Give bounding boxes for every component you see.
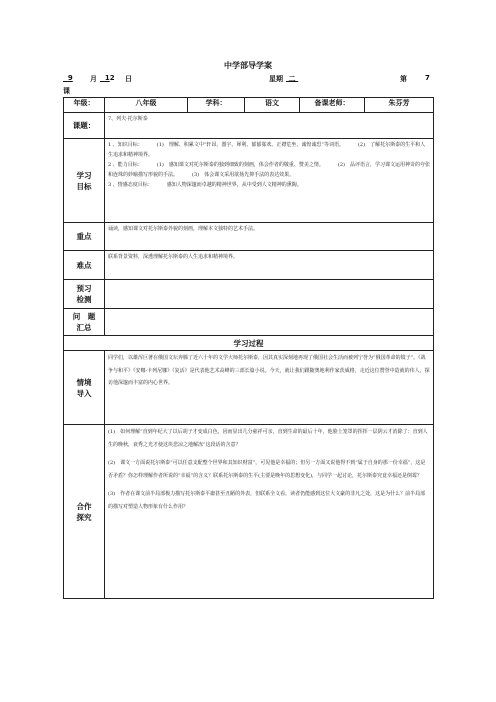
emotion-goal bbox=[108, 180, 430, 190]
grade-label: 年级： bbox=[64, 98, 105, 113]
intro-label-line2: 导入 bbox=[76, 388, 92, 398]
grade-value: 八年级 bbox=[105, 98, 188, 113]
process-row bbox=[64, 336, 434, 351]
difficulty-label: 难点 bbox=[64, 251, 105, 280]
topic-row bbox=[64, 113, 434, 139]
difficulty-row bbox=[64, 251, 434, 280]
weekday-label: 星期 bbox=[269, 75, 283, 83]
intro-label bbox=[64, 351, 105, 425]
key-point-row bbox=[64, 223, 434, 251]
preview-value bbox=[105, 280, 434, 309]
date-line bbox=[63, 74, 432, 86]
cooperation-label bbox=[64, 425, 105, 599]
questions-label-line1: 问 题 bbox=[72, 312, 96, 321]
knowledge-goal bbox=[108, 140, 430, 160]
knowledge-goal-2: (2) 了解托尔斯泰的生平和人生追求和精神境界。 bbox=[108, 142, 426, 158]
preview-label-line2: 检测 bbox=[76, 295, 92, 304]
month-value bbox=[63, 74, 73, 82]
cooperation-content bbox=[105, 425, 434, 599]
knowledge-goal-title: 1 、知识目标： bbox=[108, 142, 143, 148]
ability-goal-title: 2 、能力目标： bbox=[108, 162, 143, 168]
goals-content bbox=[105, 139, 434, 223]
ability-goal-3: (3) 体会课文采用欲扬先抑手法的表达效果。 bbox=[192, 172, 295, 178]
month-unit: 月 bbox=[90, 75, 97, 83]
goals-label-line1: 学习 bbox=[76, 170, 92, 180]
day-value bbox=[100, 74, 115, 82]
preview-label-line1: 预习 bbox=[76, 284, 92, 293]
lesson-number: 7 bbox=[425, 74, 430, 82]
emotion-goal-1: 感知人物深邃而卓越的精神世界，从中受到人文精神的熏陶。 bbox=[166, 182, 302, 188]
cooperation-label-line1: 合作 bbox=[76, 501, 92, 511]
teacher-label: 备课老师： bbox=[300, 98, 365, 113]
intro-label-line1: 情境 bbox=[76, 377, 92, 387]
question-2: (2) 课文一方面说托尔斯泰“可以任意支配整个世界和其知识财富”，可见他是幸福的；但另一方面又说他得不到“属于自身的那一份幸福”，这是否矛盾？你怎样理解作者所说的“幸福”的含义？联系托尔斯泰的生平(主要是晚年的思想变化)，与同学一起讨论，托尔斯泰究竟幸福还是倒霉？ bbox=[108, 460, 426, 479]
goals-label bbox=[64, 139, 105, 223]
goals-label-line2: 目标 bbox=[76, 181, 92, 191]
preview-row bbox=[64, 280, 434, 309]
weekday-value bbox=[286, 74, 298, 82]
ability-goal bbox=[108, 160, 430, 180]
intro-text: 同学们，以雄浑巨著在俄国文坛奔腾了近六十年的文学大师托尔斯泰，因其真实深刻地再现了俄国社会生活而被列宁誉为“俄国革命的镜子”。《战争与和平》《安娜·卡列尼娜》《复活》是代表他艺术高峰的三部长篇小说。今天，就让我们跟随奥地利作家茨威格，走近这位赞誉中造就的伟人，探访他深邃而丰富的内心世界。 bbox=[105, 351, 434, 425]
knowledge-goal-1: (1) 理解、积累文中“轩昂、器宇、犀利、郁郁寡欢、正襟危坐、诚惶诚恐”等词语。 bbox=[156, 142, 344, 148]
info-row bbox=[64, 98, 434, 113]
day-number: 12 bbox=[104, 74, 115, 82]
lesson-plan-table bbox=[63, 97, 434, 599]
day-unit: 日 bbox=[125, 75, 132, 83]
page-title: 中学部导学案 bbox=[224, 61, 272, 70]
key-point-label: 重点 bbox=[64, 223, 105, 251]
topic-value: 7、列夫·托尔斯泰 bbox=[105, 113, 434, 139]
ability-goal-2: (2) 品评语言，学习课文运用神奇的夸张和连珠的妙喻描写形貌的手法。 bbox=[108, 162, 430, 178]
subject-value: 语文 bbox=[245, 98, 300, 113]
lesson-prefix: 第 bbox=[400, 75, 407, 83]
preview-label bbox=[64, 280, 105, 309]
intro-row bbox=[64, 351, 434, 425]
goals-row bbox=[64, 139, 434, 223]
questions-label bbox=[64, 309, 105, 336]
key-point-value: 诵读，感知课文对托尔斯泰外貌的刻画，理解本文独特的艺术手法。 bbox=[105, 223, 434, 251]
cooperation-row bbox=[64, 425, 434, 599]
ability-goal-1: (1) 感知课文对托尔斯泰的独到细致的刻画，体会作者的敬重、赞美之情。 bbox=[156, 162, 324, 168]
process-title: 学习过程 bbox=[64, 336, 434, 351]
question-1: (1) 如何理解“直到年纪大了以后胡子才变成白色，因而显出几分慈祥可亲，直到生命的最后十年，他脸上笼罩的挥挥一层阴云才消除了：直到人生的晚秋，衰秀之光才使这块悲凉之地解冻”这段话的含意？ bbox=[108, 429, 428, 448]
lesson-suffix: 课 bbox=[63, 87, 70, 95]
month-number: 9 bbox=[67, 74, 73, 82]
subject-label: 学科： bbox=[188, 98, 245, 113]
difficulty-value: 联系背景资料，深透理解托尔斯泰的人生追求和精神境界。 bbox=[105, 251, 434, 280]
questions-value bbox=[105, 309, 434, 336]
questions-row bbox=[64, 309, 434, 336]
weekday-text: 二 bbox=[288, 75, 296, 83]
emotion-goal-title: 3 、情感态度目标： bbox=[108, 182, 153, 188]
question-3: (3) 作者在课文前半局部极力描写托尔斯泰平庸甚至丑陋的外表，但联系全文看，读者仍能感到这位大文豪的非凡之处，这是为什么？前半局部的描写对塑造人物形象有什么作用？ bbox=[108, 491, 426, 510]
questions-label-line2: 汇总 bbox=[76, 323, 92, 332]
cooperation-label-line2: 探究 bbox=[76, 512, 92, 522]
topic-label: 课题： bbox=[64, 113, 105, 139]
teacher-value: 朱芬芳 bbox=[365, 98, 434, 113]
